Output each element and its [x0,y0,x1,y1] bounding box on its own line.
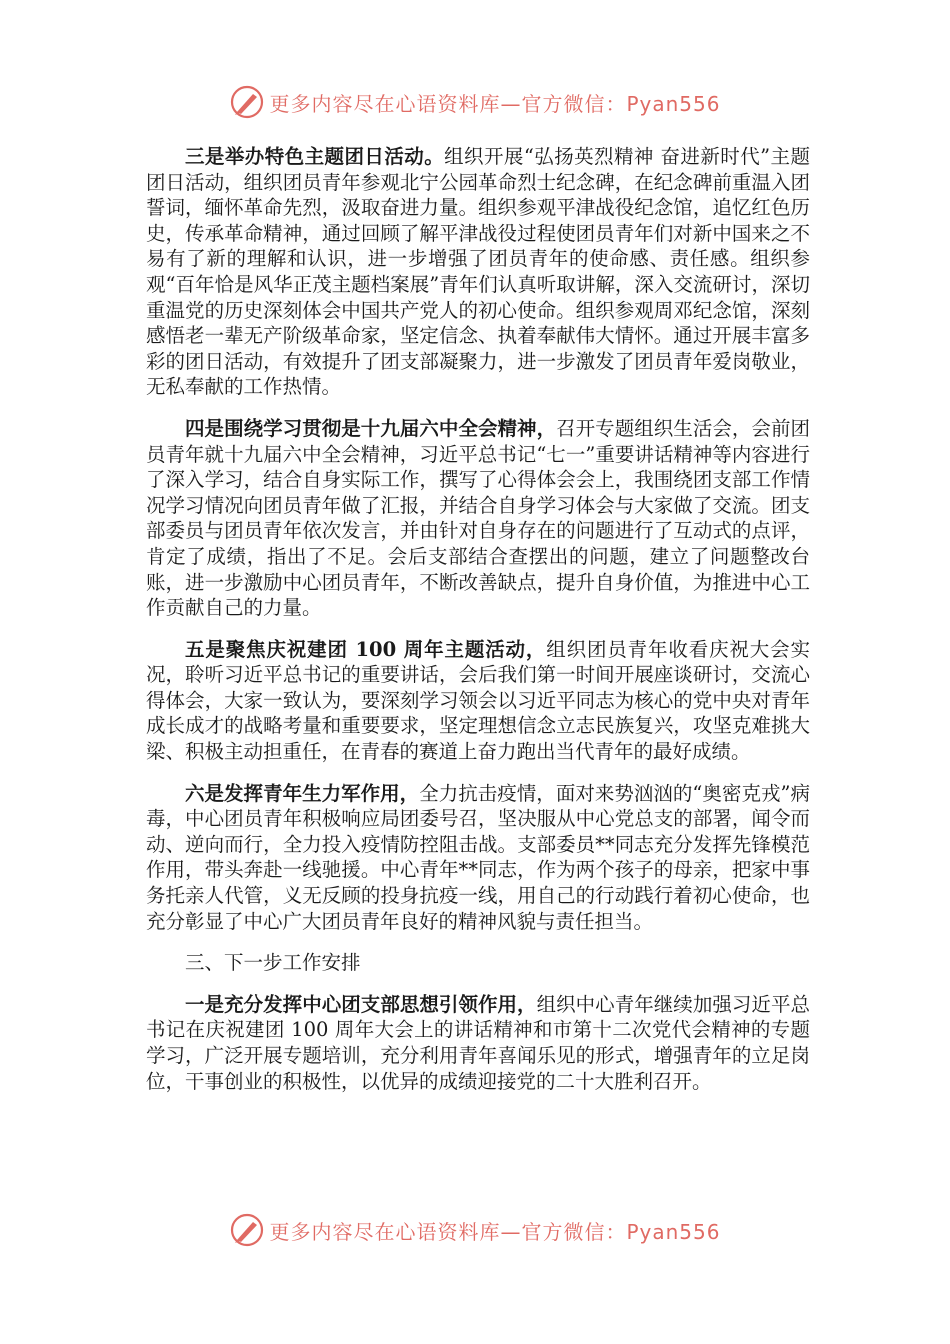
header-banner [0,82,950,122]
paragraph-2-body: 召开专题组织生活会，会前团员青年就十九届六中全会精神，习近平总书记“七一”重要讲话精神等内容进行了深入学习，结合自身实际工作，撰写了心得体会会上，我围绕团支部工作情况学习情况向团员青年做了汇报，并结合自身学习体会与大家做了交流。团支部委员与团员青年依次发言，并由针对自身存在的问题进行了互动式的点评，肯定了成绩，指出了不足。会后支部结合查摆出的问题，建立了问题整改台账，进一步激励中心团员青年，不断改善缺点，提升自身价值，为推进中心工作贡献自己的力量。 [146,416,810,620]
section-heading: 三、下一步工作安排 [185,951,361,975]
document-body [146,144,810,1110]
paragraph-2 [146,416,810,621]
paragraph-4-body: 全力抗击疫情，面对来势汹汹的“奥密克戎”病毒，中心团员青年积极响应局团委号召，坚决服从中心党总支的部署，闻令而动、逆向而行，全力投入疫情防控阻击战。支部委员**同志充分发挥先锋模范作用，带头奔赴一线驰援。中心青年**同志，作为两个孩子的母亲，把家中事务托亲人代管，义无反顾的投身抗疫一线，用自己的行动践行着初心使命，也充分彰显了中心广大团员青年良好的精神风貌与责任担当。 [146,781,810,933]
paragraph-1-lead: 三是举办特色主题团日活动。 [185,145,445,168]
paragraph-4 [146,781,810,935]
pen-logo-icon [229,84,265,120]
paragraph-3 [146,637,810,765]
paragraph-final-body: 组织中心青年继续加强习近平总书记在庆祝建团 100 周年大会上的讲话精神和市第十二次党代会精神的专题学习，广泛开展专题培训，充分利用青年喜闻乐见的形式，增强青年的立足岗位，干事创业的积极性，以优异的成绩迎接党的二十大胜利召开。 [146,992,810,1093]
paragraph-1 [146,144,810,400]
paragraph-3-lead: 五是聚焦庆祝建团 100 周年主题活动， [185,637,547,661]
footer-text: 更多内容尽在心语资料库—官方微信：Pyan556 [269,1219,721,1244]
paragraph-2-lead: 四是围绕学习贯彻是十九届六中全会精神， [185,416,557,440]
paragraph-final-lead: 一是充分发挥中心团支部思想引领作用， [185,992,537,1016]
paragraph-final [146,992,810,1094]
paragraph-4-lead: 六是发挥青年生力军作用， [185,781,420,805]
paragraph-1-body: 组织开展“弘扬英烈精神 奋进新时代”主题团日活动，组织团员青年参观北宁公园革命烈士纪念碑，在纪念碑前重温入团誓词，缅怀革命先烈，汲取奋进力量。组织参观平津战役纪念馆，追忆红色历史，传承革命精神，通过回顾了解平津战役过程使团员青年们对新中国来之不易有了新的理解和认识，进一步增强了团员青年的使命感、责任感。组织参观“百年恰是风华正茂主题档案展”青年们认真听取讲解，深入交流研讨，深切重温党的历史深刻体会中国共产党人的初心使命。组织参观周邓纪念馆，深刻感悟老一辈无产阶级革命家，坚定信念、执着奉献伟大情怀。通过开展丰富多彩的团日活动，有效提升了团支部凝聚力，进一步激发了团员青年爱岗敬业，无私奉献的工作热情。 [146,145,810,399]
header-text: 更多内容尽在心语资料库—官方微信：Pyan556 [269,91,721,116]
footer-banner [0,1210,950,1250]
pen-logo-icon [229,1212,265,1248]
paragraph-3-body: 组织团员青年收看庆祝大会实况，聆听习近平总书记的重要讲话，会后我们第一时间开展座谈研讨，交流心得体会，大家一致认为，要深刻学习领会以习近平同志为核心的党中央对青年成长成才的战略考量和重要要求，坚定理想信念立志民族复兴，攻坚克难挑大梁、积极主动担重任，在青春的赛道上奋力跑出当代青年的最好成绩。 [146,637,810,764]
